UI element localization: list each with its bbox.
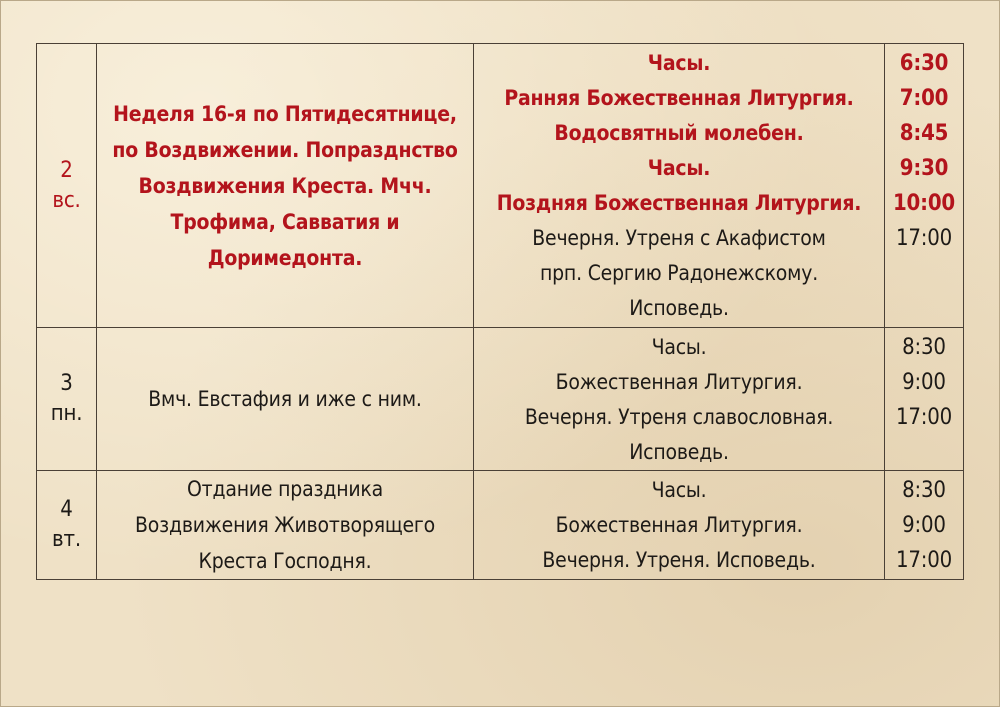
service-line: Вечерня. Утреня с Акафистом	[532, 226, 826, 250]
times-cell	[885, 44, 964, 328]
service-line: Часы.	[651, 478, 707, 502]
service-line: Исповедь.	[629, 296, 729, 320]
feast-line: Неделя 16-я по Пятидесятнице,	[113, 101, 457, 126]
weekday-abbr: вт.	[52, 527, 81, 552]
service-line: Водосвятный молебен.	[554, 121, 804, 145]
feast-line: Воздвижения Животворящего	[135, 513, 435, 537]
service-time: 8:30	[902, 335, 946, 360]
feast-text	[97, 96, 473, 276]
service-time: 6:30	[899, 51, 949, 76]
feast-text	[97, 471, 473, 579]
weekday-abbr: вс.	[52, 187, 81, 213]
service-line: Вечерня. Утреня. Исповедь.	[542, 548, 816, 572]
day-number: 4	[60, 497, 73, 522]
feast-line: Отдание праздника	[186, 477, 384, 501]
day-cell	[37, 471, 97, 580]
feast-cell	[97, 328, 474, 471]
times-list	[885, 471, 963, 578]
service-line: Божественная Литургия.	[555, 513, 803, 537]
service-line: Исповедь.	[629, 440, 729, 464]
feast-line: Креста Господня.	[198, 549, 372, 573]
service-line: Божественная Литургия.	[555, 370, 803, 394]
table-row	[37, 471, 964, 580]
service-schedule-table	[36, 43, 964, 580]
service-time: 7:00	[899, 86, 949, 111]
service-line: прп. Сергию Радонежскому.	[539, 261, 818, 285]
service-time: 9:00	[902, 370, 946, 395]
service-time: 8:30	[902, 478, 946, 503]
times-list	[885, 44, 963, 256]
day-label	[37, 495, 96, 555]
times-cell	[885, 471, 964, 580]
feast-line: Воздвижения Креста. Мчч.	[138, 173, 432, 198]
service-time: 10:00	[892, 191, 955, 216]
service-time: 17:00	[895, 548, 953, 573]
day-cell	[37, 328, 97, 471]
weekday-abbr: пн.	[50, 401, 83, 426]
service-line: Часы.	[647, 156, 711, 180]
day-number: 3	[60, 371, 73, 396]
feast-line: Доримедонта.	[207, 245, 363, 270]
services-cell	[474, 44, 885, 328]
table-row	[37, 44, 964, 328]
service-time: 17:00	[895, 226, 953, 251]
day-label	[37, 156, 96, 216]
feast-text	[97, 381, 473, 417]
service-time: 9:30	[899, 156, 949, 181]
feast-cell	[97, 44, 474, 328]
services-list	[474, 328, 884, 470]
service-line: Часы.	[651, 335, 707, 359]
day-number: 2	[60, 157, 73, 183]
service-line: Ранняя Божественная Литургия.	[504, 86, 854, 110]
feast-cell	[97, 471, 474, 580]
table-row	[37, 328, 964, 471]
services-list	[474, 44, 884, 326]
service-time: 8:45	[899, 121, 949, 146]
times-cell	[885, 328, 964, 471]
services-cell	[474, 328, 885, 471]
services-cell	[474, 471, 885, 580]
day-label	[37, 369, 96, 429]
services-list	[474, 471, 884, 578]
feast-line: Трофима, Савватия и	[170, 209, 400, 234]
times-list	[885, 328, 963, 435]
day-cell	[37, 44, 97, 328]
feast-line: по Воздвижении. Попразднство	[112, 137, 458, 162]
service-line: Поздняя Божественная Литургия.	[496, 191, 862, 215]
feast-line: Вмч. Евстафия и иже с ним.	[148, 387, 422, 411]
service-line: Часы.	[647, 51, 711, 75]
service-line: Вечерня. Утреня славословная.	[524, 405, 834, 429]
service-time: 17:00	[895, 405, 953, 430]
service-time: 9:00	[902, 513, 946, 538]
